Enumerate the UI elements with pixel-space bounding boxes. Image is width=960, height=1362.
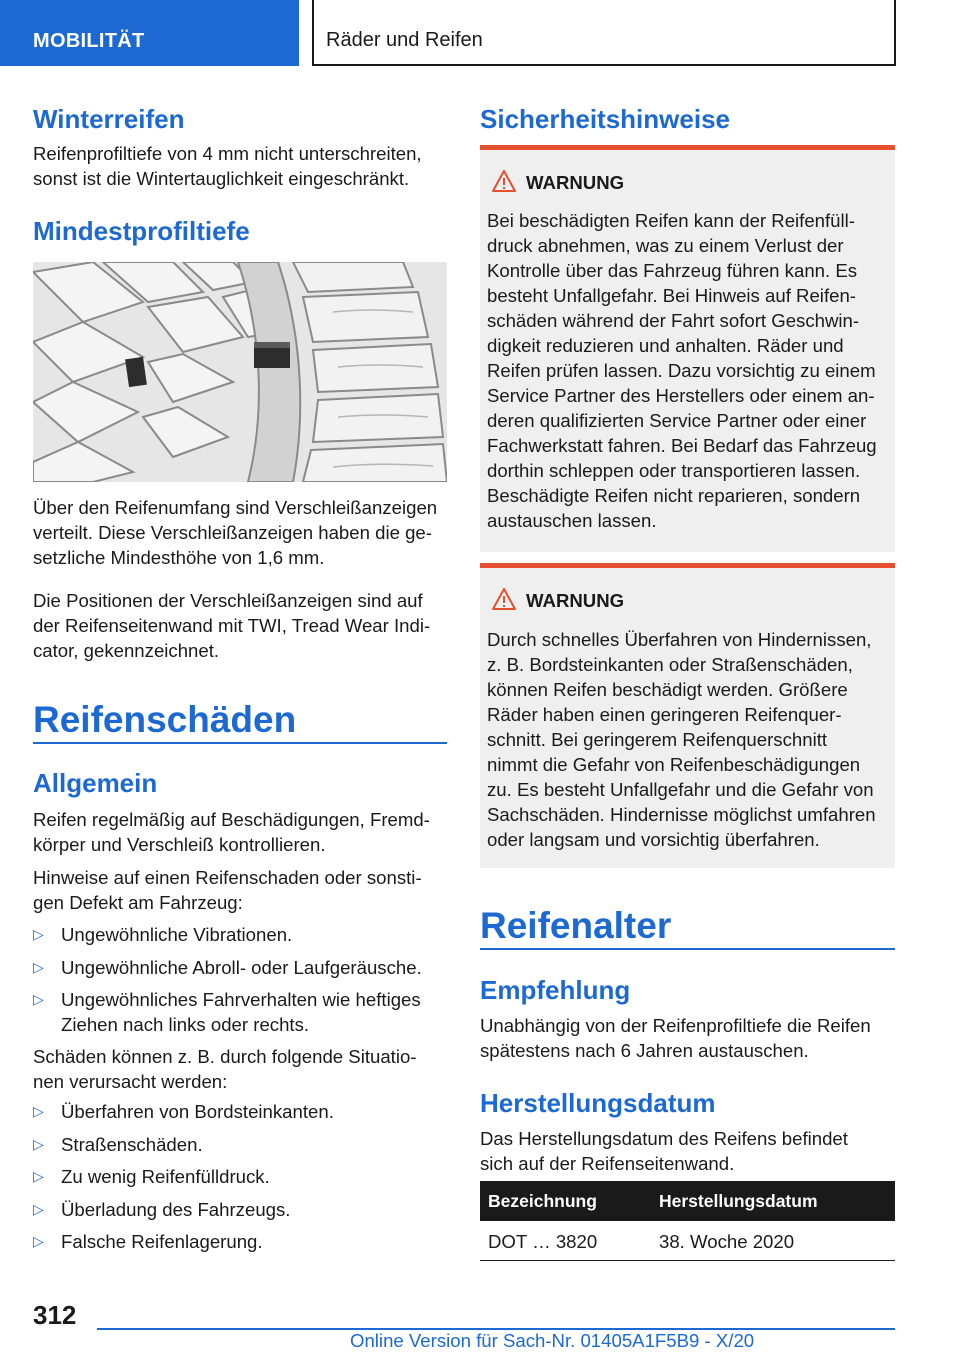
table-cell: 38. Woche 2020 (659, 1231, 795, 1252)
manufacture-date-text: Das Herstellungsdatum des Reifens befindet sich auf der Reifenseitenwand. (480, 1128, 848, 1174)
chapter-label: Räder und Reifen (326, 29, 483, 51)
tyre-age-title: Reifenalter (480, 905, 672, 946)
min-depth-title: Mindestprofiltiefe (33, 216, 250, 246)
tyre-damage-title: Reifenschäden (33, 699, 297, 740)
bullet-marker: ▷ (33, 1233, 44, 1249)
manufacture-date-title: Herstellungsdatum (480, 1088, 716, 1118)
column-header: Bezeichnung (488, 1191, 597, 1211)
general-text-1: Reifen regelmäßig auf Beschädigungen, Fremd‐ körper und Verschleiß kontrollieren. (33, 809, 430, 855)
general-text-2: Hinweise auf einen Reifenschaden oder sonsti‐ gen Defekt am Fahrzeug: (33, 867, 422, 913)
bullet-marker: ▷ (33, 1168, 44, 1184)
column-header: Herstellungsdatum (659, 1191, 818, 1211)
table-cell: DOT … 3820 (488, 1231, 598, 1252)
winter-text: Reifenprofiltiefe von 4 mm nicht unterschreiten, sonst ist die Wintertauglichkeit eingeschränkt. (33, 143, 422, 189)
warning-text: Bei beschädigten Reifen kann der Reifenfüll‐ druck abnehmen, was zu einem Verlust der Kontrolle über das Fahrzeug führen kann. Es besteht Unfallgefahr. Bei Hinweis auf Reifen‐ schäden während der Fahrt sofort Geschwin‐ digkeit reduzieren und anhalten. Räder und Reifen prüfen lassen. Dazu vorsichtig zu einem Service Partner des Herstellers oder einem an‐ deren qualifizierten Service Partner oder einer Fachwerkstatt fahren. Bei Bedarf das Fahrzeug dorthin schleppen oder transportieren lassen. Beschädigte Reifen nicht reparieren, sondern austauschen lassen. (487, 210, 877, 531)
recommendation-title: Empfehlung (480, 975, 631, 1005)
bullet-marker: ▷ (33, 1136, 44, 1152)
page-number: 312 (33, 1300, 77, 1330)
safety-title: Sicherheitshinweise (480, 104, 730, 134)
warning-text: Durch schnelles Überfahren von Hindernissen, z. B. Bordsteinkanten oder Straßenschäden, können Reifen beschädigt werden. Größere Räder haben einen geringeren Reifenquer‐ schnitt. Bei geringerem Reifenquerschnitt nimmt die Gefahr von Reifenbeschädigungen zu. Es besteht Unfallgefahr und die Gefahr von Sachschäden. Hindernisse möglichst umfahren oder langsam und vorsichtig überfahren. (487, 629, 876, 850)
bullet-marker: ▷ (33, 1201, 44, 1217)
warning-box-1 (480, 145, 895, 552)
tread-wear-illustration (33, 262, 447, 482)
chapter-tab (312, 0, 896, 66)
causes-text: Schäden können z. B. durch folgende Situatio‐ nen verursacht werden: (33, 1046, 417, 1092)
general-title: Allgemein (33, 768, 158, 798)
warning-triangle-icon (492, 588, 516, 610)
section-rule (480, 948, 895, 950)
bullet-marker: ▷ (33, 991, 44, 1007)
bullet-marker: ▷ (33, 1103, 44, 1119)
winter-title: Winterreifen (33, 104, 185, 134)
section-label: MOBILITÄT (33, 30, 145, 52)
section-rule (33, 742, 447, 744)
min-depth-text-2: Die Positionen der Verschleißanzeigen sind auf der Reifenseitenwand mit TWI, Tread Wear Indi‐ cator, gekennzeichnet. (33, 590, 431, 661)
warning-label: WARNUNG (526, 172, 625, 193)
table-header (480, 1181, 895, 1221)
footer-text: Online Version für Sach-Nr. 01405A1F5B9 - X/20 (350, 1330, 755, 1351)
bullet-marker: ▷ (33, 926, 44, 942)
section-tab (0, 0, 299, 66)
min-depth-text-1: Über den Reifenumfang sind Verschleißanzeigen verteilt. Diese Verschleißanzeigen haben die ge‐ setzliche Mindesthöhe von 1,6 mm. (33, 497, 438, 568)
recommendation-text: Unabhängig von der Reifenprofiltiefe die Reifen spätestens nach 6 Jahren austauschen. (480, 1015, 871, 1061)
warning-box-2 (480, 563, 895, 868)
warning-triangle-icon (492, 170, 516, 192)
table-row (480, 1221, 895, 1261)
bullet-marker: ▷ (33, 959, 44, 975)
warning-label: WARNUNG (526, 590, 625, 611)
